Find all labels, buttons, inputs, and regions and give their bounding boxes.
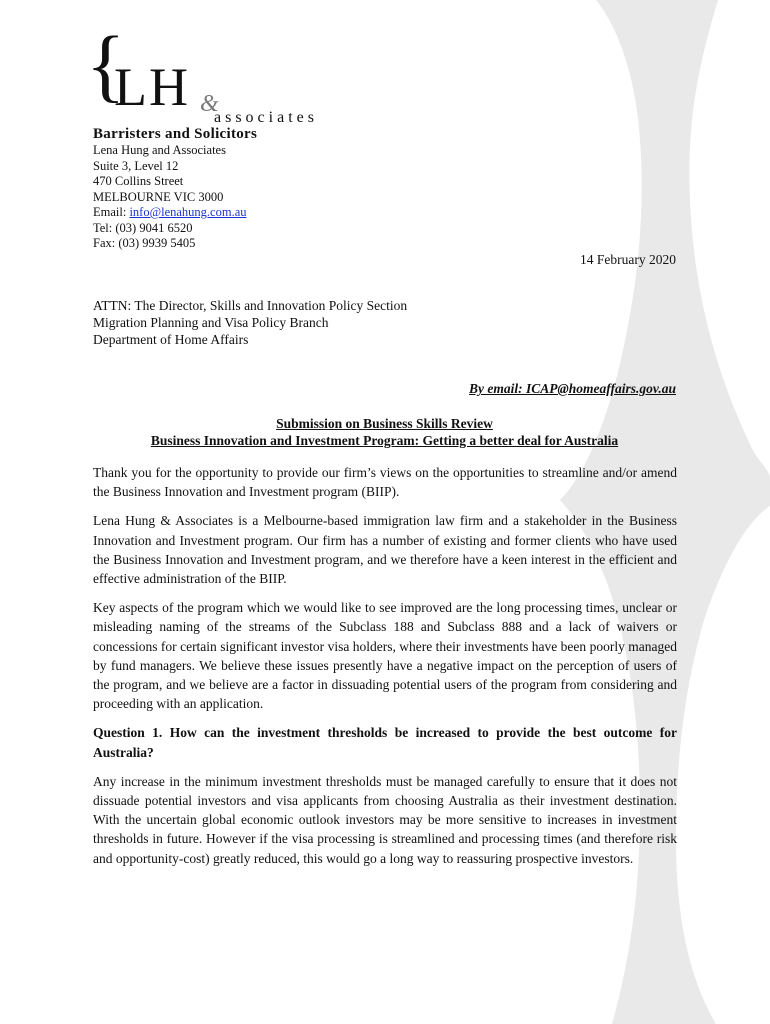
address-line-1: Suite 3, Level 12	[93, 158, 179, 173]
address-line-3: MELBOURNE VIC 3000	[93, 189, 224, 204]
recipient-block	[93, 297, 407, 348]
paragraph-3: Key aspects of the program which we would like to see improved are the long processing times, unclear or misleading naming of the streams of the Subclass 188 and Subclass 888 and a lack of waivers or concessions for certain significant investor visa holders, where their investments have been poorly managed by fund managers. We believe these issues presently have a negative impact on the perception of users of the program, and we believe are a factor in dissuading potential users of the program from considering and proceeding with an application.	[93, 600, 677, 712]
paragraph-2: Lena Hung & Associates is a Melbourne-based immigration law firm and a stakeholder in the Business Innovation and Investment program. Our firm has a number of existing and former clients who have used the Business Innovation and Investment program, and we therefore have a keen interest in the efficient and effective administration of the BIIP.	[93, 513, 677, 587]
letter-body	[93, 463, 677, 878]
fax-line: Fax: (03) 9939 5405	[93, 236, 196, 250]
tel-line: Tel: (03) 9041 6520	[93, 220, 193, 235]
submission-title	[93, 415, 676, 449]
recipient-line-3: Department of Home Affairs	[93, 332, 249, 347]
logo-brace: {	[86, 19, 126, 110]
logo-ampersand: &	[200, 91, 219, 117]
firm-address-block	[93, 143, 247, 252]
recipient-line-2: Migration Planning and Visa Policy Branch	[93, 315, 329, 330]
logo-associates: associates	[214, 109, 318, 126]
paragraph-1: Thank you for the opportunity to provide our firm’s views on the opportunities to streamline and/or amend the Business Innovation and Investment program (BIIP).	[93, 465, 677, 500]
question-1-heading: Question 1. How can the investment thresholds be increased to provide the best outcome for Australia?	[93, 725, 677, 760]
logo-initials: LH	[114, 57, 190, 117]
paragraph-4: Any increase in the minimum investment thresholds must be managed carefully to ensure that it does not dissuade potential investors and visa applicants from choosing Australia as their investment destination. With the uncertain global economic outlook investors may be more sensitive to increases in investment thresholds in future. However if the visa processing is streamlined and processing times (and therefore risk and opportunity-cost) greatly reduced, this would go a long way to reassuring prospective investors.	[93, 773, 677, 866]
recipient-line-1: ATTN: The Director, Skills and Innovation Policy Section	[93, 298, 408, 313]
firm-name: Lena Hung and Associates	[93, 143, 226, 157]
email-link[interactable]: info@lenahung.com.au	[129, 205, 247, 219]
firm-type-heading: Barristers and Solicitors	[93, 126, 258, 142]
email-line	[93, 205, 247, 221]
title-line-1: Submission on Business Skills Review	[276, 416, 493, 431]
letter-date: 14 February 2020	[580, 252, 676, 267]
by-email-line: By email: ICAP@homeaffairs.gov.au	[469, 381, 676, 396]
email-label: Email:	[93, 205, 130, 219]
address-line-2: 470 Collins Street	[93, 174, 184, 188]
title-line-2: Business Innovation and Investment Program: Getting a better deal for Australia	[150, 433, 619, 448]
